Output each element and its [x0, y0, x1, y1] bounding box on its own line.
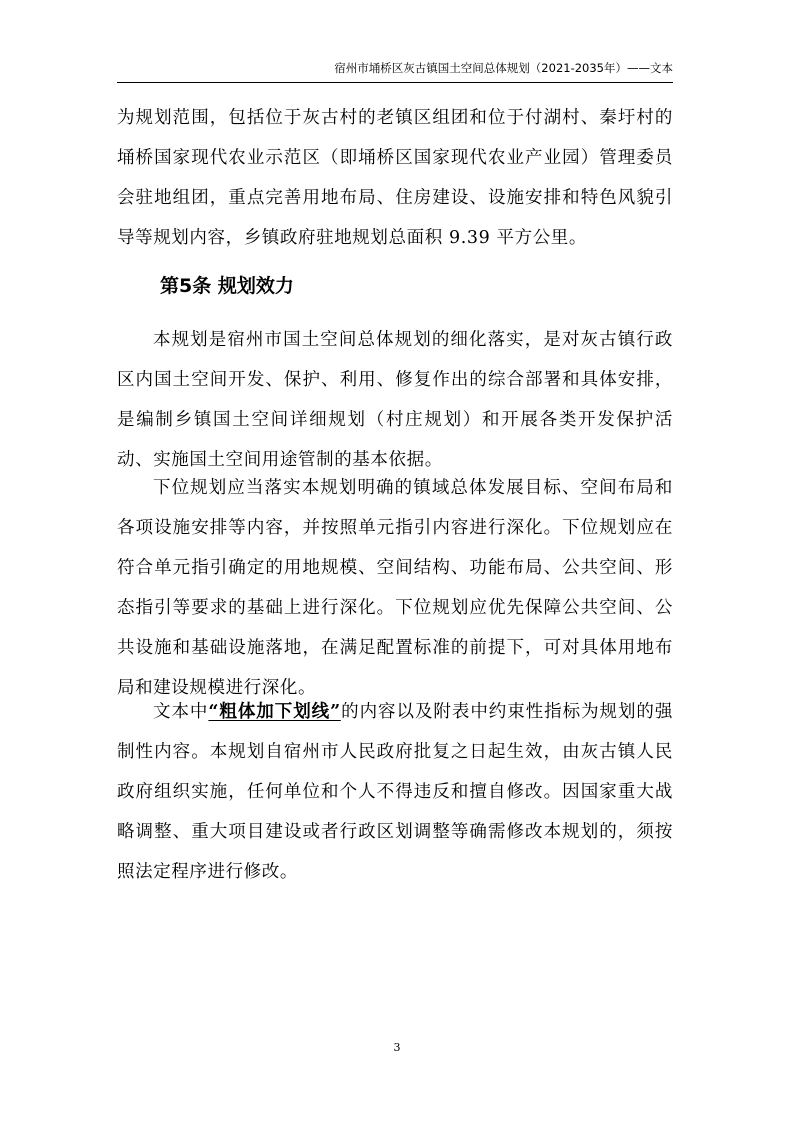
intro-paragraph: 为规划范围，包括位于灰古村的老镇区组团和位于付湖村、秦圩村的埇桥国家现代农业示范区（即埇桥区国家现代农业产业园）管理委员会驻地组团，重点完善用地布局、住房建设、设施安排和特色风貌引导等规划内容，乡镇政府驻地规划总面积 9.39 平方公里。	[117, 108, 673, 248]
section-heading: 第5条 规划效力	[160, 275, 294, 297]
paragraph-3-emphasis: “粗体加下划线”	[208, 702, 341, 722]
page-number: 3	[393, 1041, 401, 1054]
page-header	[117, 58, 673, 83]
paragraph-1: 本规划是宿州市国土空间总体规划的细化落实，是对灰古镇行政区内国土空间开发、保护、利用、修复作出的综合部署和具体安排，是编制乡镇国土空间详细规划（村庄规划）和开展各类开发保护活动、实施国土空间用途管制的基本依据。	[117, 330, 673, 470]
paragraph-3	[117, 692, 673, 892]
header-title: 宿州市埇桥区灰古镇国土空间总体规划（2021-2035年）——文本	[334, 61, 673, 75]
paragraph-3-prefix: 文本中	[153, 702, 209, 722]
paragraph-3-rest: 的内容以及附表中约束性指标为规划的强制性内容。本规划自宿州市人民政府批复之日起生效，由灰古镇人民政府组织实施，任何单位和个人不得违反和擅自修改。因国家重大战略调整、重大项目建设或者行政区划调整等确需修改本规划的，须按照法定程序进行修改。	[117, 702, 673, 882]
paragraph-2: 下位规划应当落实本规划明确的镇域总体发展目标、空间布局和各项设施安排等内容，并按照单元指引内容进行深化。下位规划应在符合单元指引确定的用地规模、空间结构、功能布局、公共空间、形态指引等要求的基础上进行深化。下位规划应优先保障公共空间、公共设施和基础设施落地，在满足配置标准的前提下，可对具体用地布局和建设规模进行深化。	[117, 478, 673, 698]
